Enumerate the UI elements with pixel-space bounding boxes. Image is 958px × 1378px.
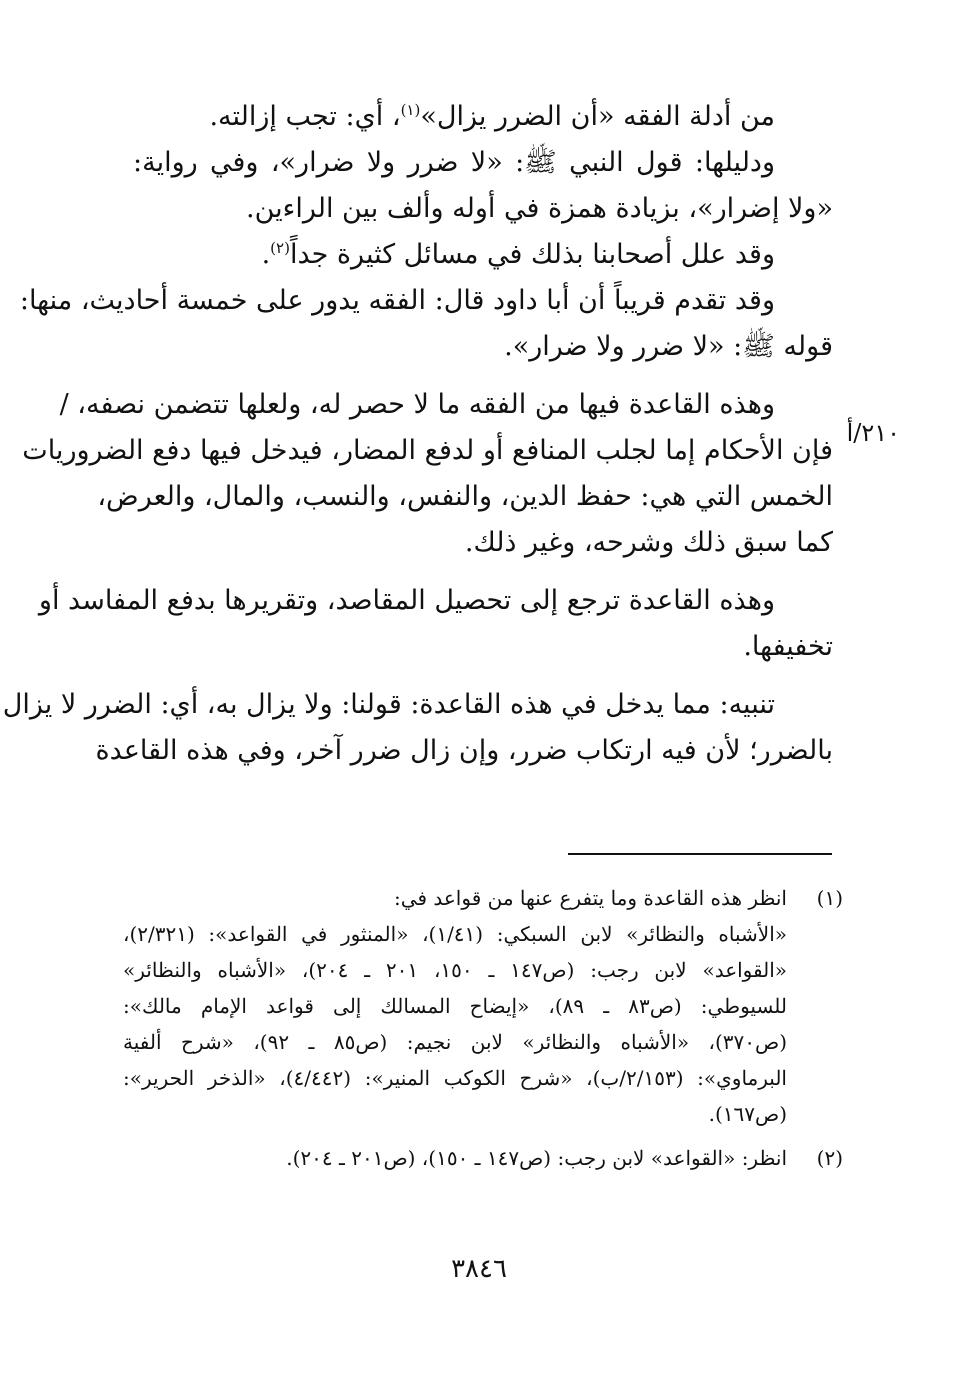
footnote-line: البرماوي»: (٢/١٥٣/ب)، «شرح الكوكب المنير»: (٤/٤٤٢)، «الذخر الحرير»: <box>123 1066 787 1090</box>
body-line <box>19 278 833 324</box>
paragraph-gap <box>133 670 833 682</box>
body-line <box>22 428 833 474</box>
footnote-body <box>123 880 787 1132</box>
footnote-line: (ص١٦٧). <box>708 1102 787 1126</box>
paragraph-gap <box>133 566 833 578</box>
body-line-text: وقد علل أصحابنا بذلك في مسائل كثيرة جداً <box>289 239 775 270</box>
body-line <box>133 232 833 278</box>
footnote-separator <box>568 853 832 855</box>
body-line <box>97 474 833 520</box>
body-line-text-after: ، أي: تجب إزالته. <box>209 101 401 132</box>
body-line <box>133 520 833 566</box>
footnote-line: انظر هذه القاعدة وما يتفرع عنها من قواعد في: <box>394 886 787 910</box>
footnote-ref: (١) <box>400 101 421 119</box>
body-line-text: الخمس التي هي: حفظ الدين، والنفس، والنسب، والمال، والعرض، <box>97 481 833 512</box>
body-line <box>133 140 833 186</box>
footnote-line: للسيوطي: (ص٨٣ ـ ٨٩)، «إيضاح المسالك إلى قواعد الإمام مالك»: <box>123 994 788 1018</box>
body-line-text: «ولا إضرار»، بزيادة همزة في أوله وألف بين الراءين. <box>246 193 833 224</box>
footnote-body <box>123 1140 787 1176</box>
footnote-ref: (٢) <box>270 239 290 257</box>
body-line <box>133 94 833 140</box>
body-line-text: تخفيفها. <box>743 631 833 662</box>
page-number: ٣٨٤٦ <box>451 1254 507 1284</box>
footnote-line: انظر: «القواعد» لابن رجب: (ص١٤٧ ـ ١٥٠)، (ص٢٠١ ـ ٢٠٤). <box>286 1146 787 1170</box>
footnote-number: (١) <box>816 886 843 910</box>
body-line-text: ودليلها: قول النبي ﷺ: «لا ضرر ولا ضرار»، وفي رواية: <box>133 147 775 178</box>
body-line-text: فإن الأحكام إما لجلب المنافع أو لدفع المضار، فيدخل فيها دفع الضروريات <box>22 435 833 466</box>
body-line-text: بالضرر؛ لأن فيه ارتكاب ضرر، وإن زال ضرر آخر، وفي هذه القاعدة <box>95 735 833 766</box>
footnotes <box>123 880 843 1176</box>
body-line <box>95 728 833 774</box>
body-line-text: وقد تقدم قريباً أن أبا داود قال: الفقه يدور على خمسة أحاديث، منها: <box>19 285 775 316</box>
footnote-number: (٢) <box>816 1146 843 1170</box>
body-line-text: وهذه القاعدة فيها من الفقه ما لا حصر له، ولعلها تتضمن نصفه، / <box>59 389 775 420</box>
body-line <box>38 578 833 624</box>
body-line <box>133 324 833 370</box>
main-text <box>2 94 833 774</box>
footnote <box>123 1140 843 1176</box>
paragraph-gap <box>133 370 833 382</box>
body-line-text-after: . <box>261 239 271 270</box>
footnote-line: «الأشباه والنظائر» لابن السبكي: (١/٤١)، «المنثور في القواعد»: (٢/٣٢١)، <box>123 922 787 946</box>
footnote <box>123 880 843 1132</box>
margin-folio-note: ٢١٠/أ <box>846 419 900 447</box>
body-line <box>133 624 833 670</box>
body-line <box>59 382 833 428</box>
body-line <box>2 682 833 728</box>
body-line-text: كما سبق ذلك وشرحه، وغير ذلك. <box>464 527 833 558</box>
body-line-text: قوله ﷺ: «لا ضرر ولا ضرار». <box>504 331 833 362</box>
body-line-text: تنبيه: مما يدخل في هذه القاعدة: قولنا: ولا يزال به، أي: الضرر لا يزال <box>2 689 775 720</box>
body-line-text: من أدلة الفقه «أن الضرر يزال» <box>420 101 775 132</box>
body-line <box>133 186 833 232</box>
footnote-line: (ص٣٧٠)، «الأشباه والنظائر» لابن نجيم: (ص٨٥ ـ ٩٢)، «شرح ألفية <box>123 1030 788 1054</box>
body-line-text: وهذه القاعدة ترجع إلى تحصيل المقاصد، وتقريرها بدفع المفاسد أو <box>38 585 775 616</box>
footnote-line: «القواعد» لابن رجب: (ص١٤٧ ـ ١٥٠، ٢٠١ ـ ٢٠٤)، «الأشباه والنظائر» <box>123 958 788 982</box>
